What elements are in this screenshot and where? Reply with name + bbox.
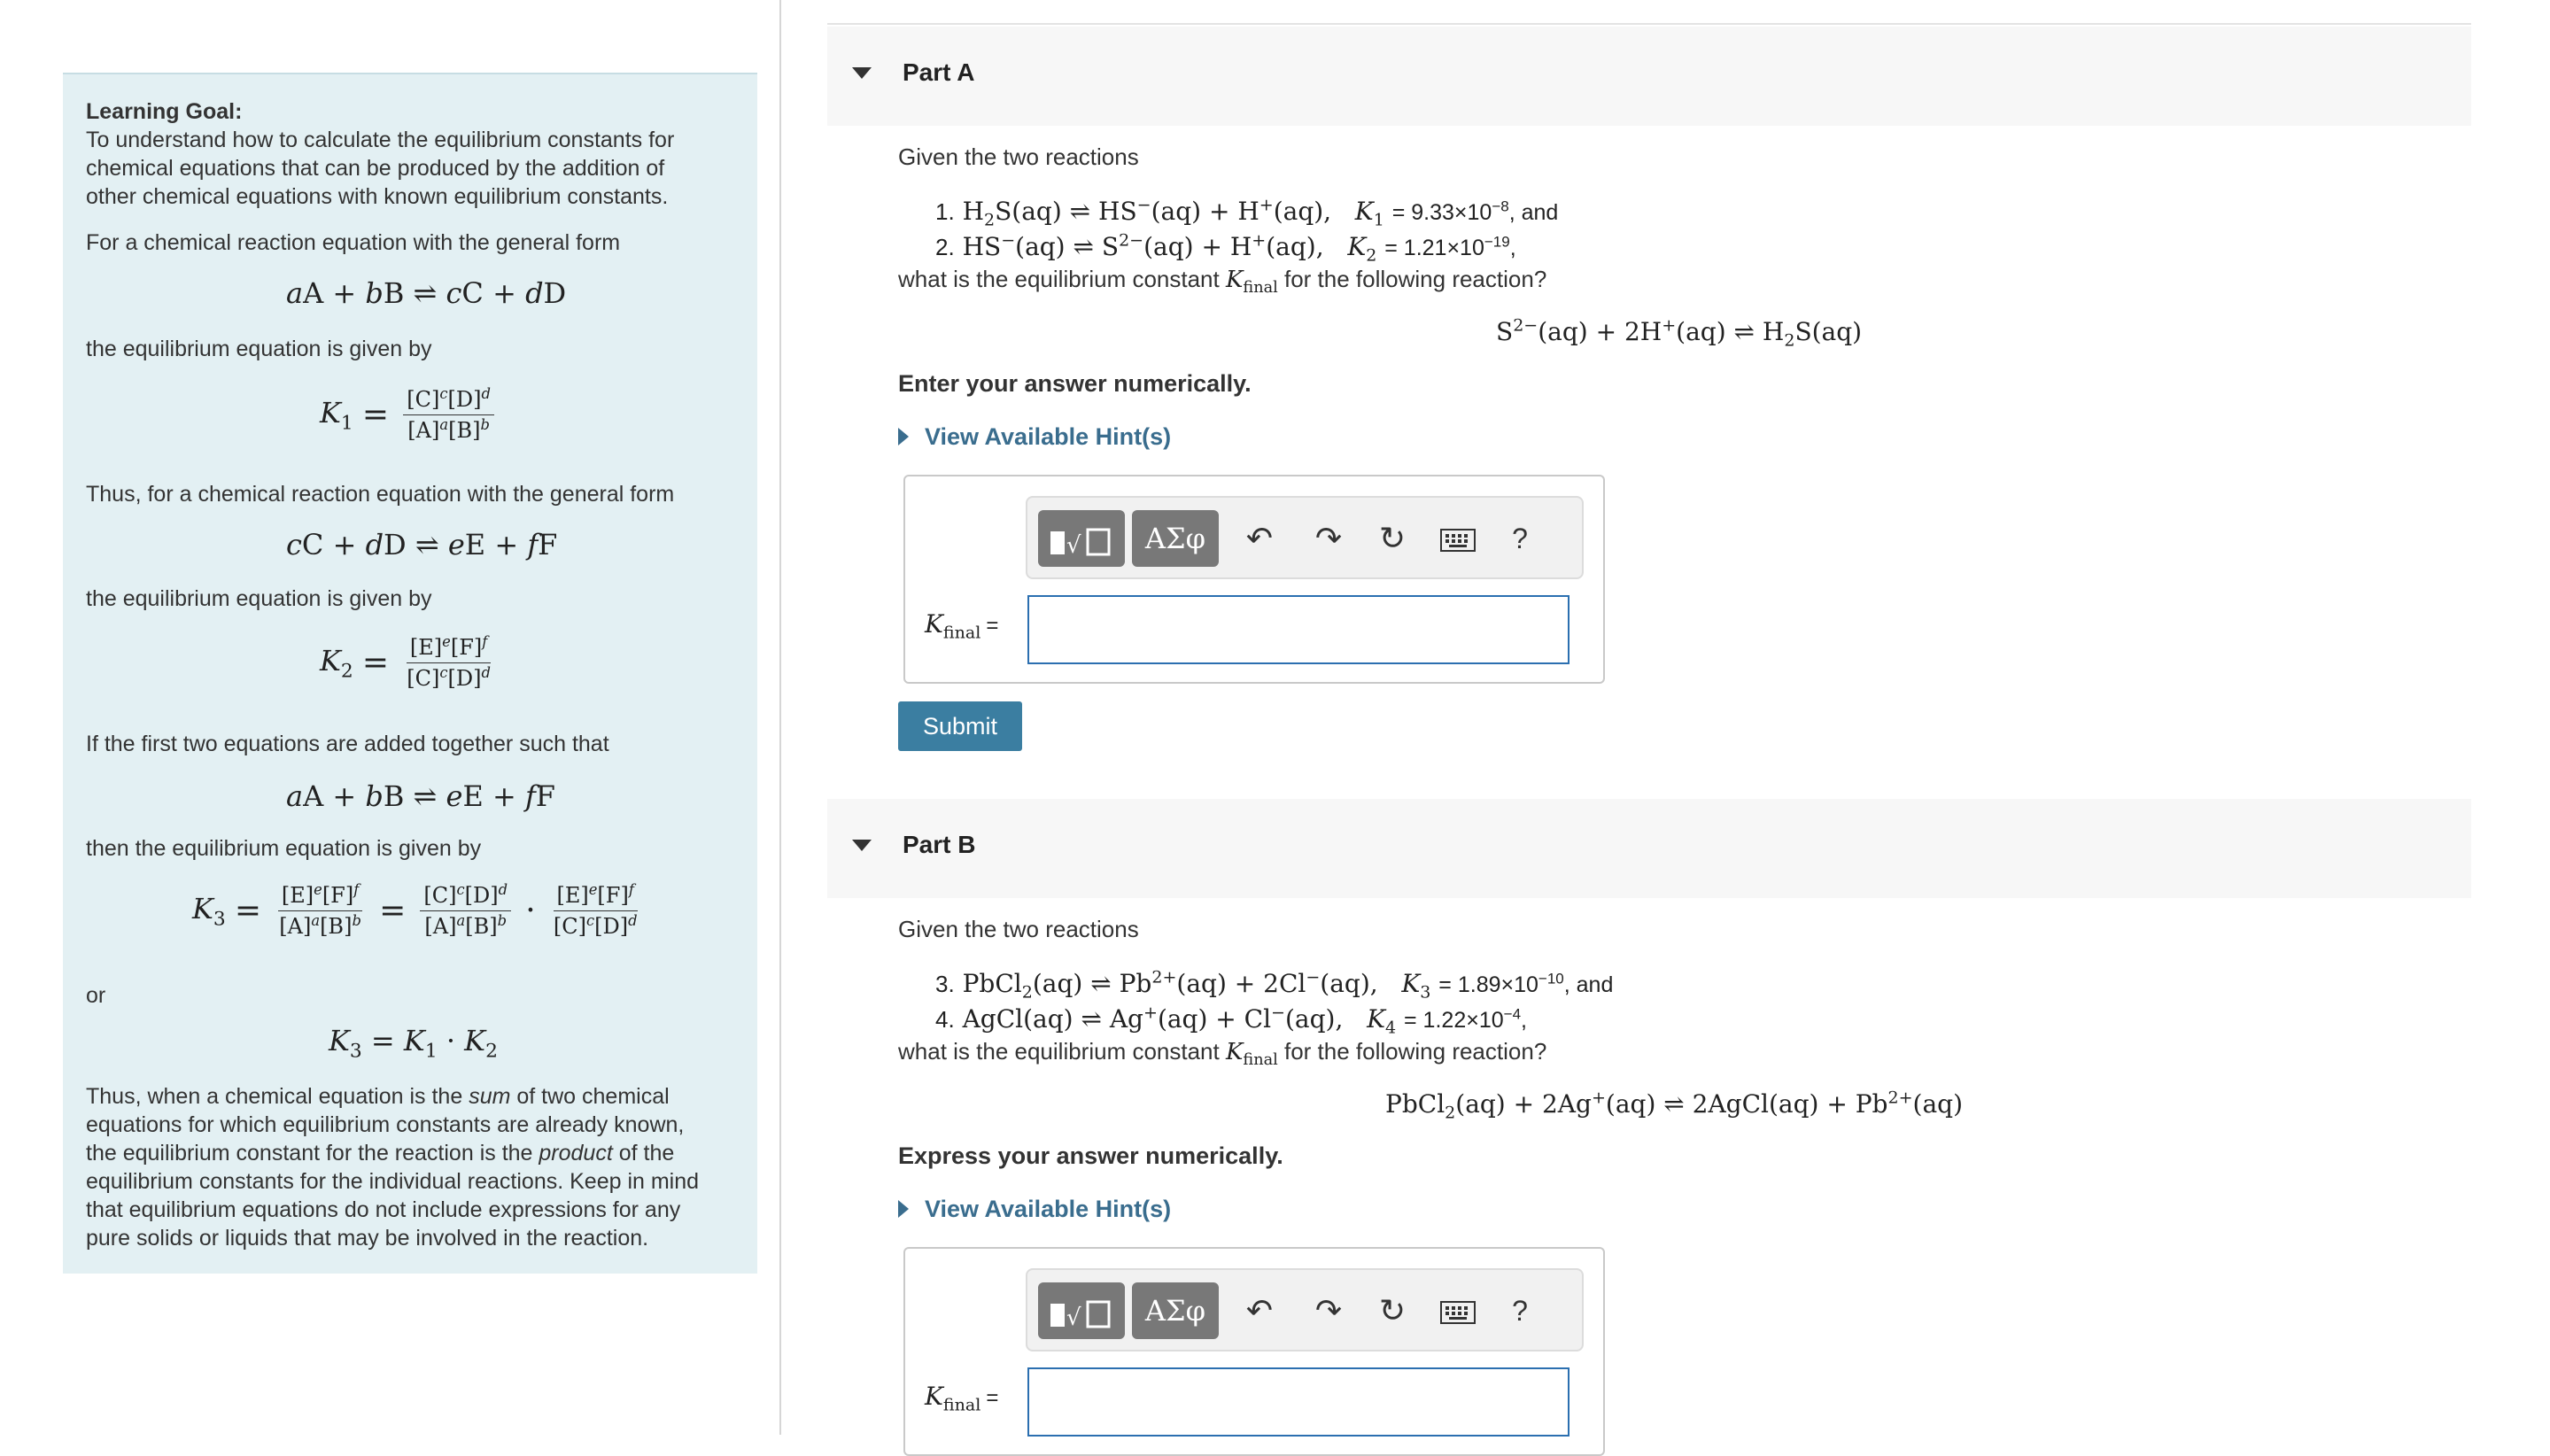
greek-letters-button[interactable] — [1132, 1282, 1219, 1339]
closing-line-4: equilibrium constants for the individual reactions. Keep in mind — [86, 1169, 700, 1194]
part-b-reaction-3: 3. PbCl$_2$(aq) ⇌ $Pb^{2+}(aq) + 2Cl^-(aq)$, $K_3 = 1.89\times 10^{-10}$, and — [935, 967, 1614, 1003]
part-b-instruction: Express your answer numerically. — [898, 1142, 1283, 1169]
greek-letters-button[interactable] — [1132, 510, 1219, 567]
caret-right-icon — [898, 428, 909, 445]
templates-button[interactable] — [1038, 1282, 1125, 1339]
general-reaction-sum: aA + bB ⇌ eE + fF — [286, 779, 555, 813]
equilibrium-equation-k3: $K_3$ = $\frac{[E]^e[F]^f}{[A]^a[B]^b}$ = $\frac{[C]^c[D]^d}{[A]^a[B]^b}$ · $\frac{[E]^e[F]^f}{[C]^c[D]^d}$ — [192, 881, 638, 939]
learning-goal-intro-1: To understand how to calculate the equilibrium constants for — [86, 128, 675, 152]
redo-icon[interactable]: ↷ — [1314, 520, 1343, 556]
reset-icon[interactable]: ↻ — [1378, 1292, 1407, 1328]
questions-column — [827, 0, 2475, 1435]
caret-down-icon[interactable] — [852, 840, 872, 851]
learning-goal-intro-3: other chemical equations with known equilibrium constants. — [86, 184, 669, 209]
part-b-given-text: Given the two reactions — [898, 916, 1139, 942]
part-a-instruction: Enter your answer numerically. — [898, 370, 1252, 397]
part-b-answer-input[interactable] — [1027, 1367, 1570, 1437]
part-a-hint-link[interactable]: View Available Hint(s) — [898, 423, 1171, 451]
closing-line-6: pure solids or liquids that may be involved in the reaction. — [86, 1226, 649, 1251]
eq2-text: the equilibrium equation is given by — [86, 586, 432, 611]
undo-icon[interactable]: ↶ — [1245, 520, 1274, 556]
part-b-hint-link[interactable]: View Available Hint(s) — [898, 1196, 1171, 1223]
learning-goal-heading: Learning Goal: — [86, 99, 243, 124]
part-b-question: what is the equilibrium constant $K_{final}$ for the following reaction? — [898, 1038, 1547, 1070]
undo-icon[interactable]: ↶ — [1245, 1292, 1274, 1328]
keyboard-icon[interactable] — [1437, 517, 1479, 560]
closing-line-3: the equilibrium constant for the reaction is the product of the — [86, 1141, 675, 1166]
part-a-given-text: Given the two reactions — [898, 143, 1139, 170]
learning-goal-panel — [63, 73, 757, 1274]
templates-icon — [1038, 510, 1125, 567]
top-divider — [827, 23, 2471, 25]
svg-text:√: √ — [1066, 1305, 1081, 1331]
eq1-text: the equilibrium equation is given by — [86, 337, 432, 361]
thus-text: Thus, for a chemical reaction equation with the general form — [86, 482, 675, 507]
closing-line-2: equations for which equilibrium constants are already known, — [86, 1112, 685, 1137]
part-a-answer-input[interactable] — [1027, 595, 1570, 664]
math-toolbar — [1026, 496, 1584, 579]
greek-letters-icon: ΑΣφ — [1144, 1294, 1206, 1328]
or-text: or — [86, 983, 106, 1008]
eq3-text: then the equilibrium equation is given by — [86, 836, 482, 861]
learning-goal-intro-2: chemical equations that can be produced by the addition of — [86, 156, 665, 181]
left-column — [0, 0, 781, 1435]
general-form-text: For a chemical reaction equation with the general form — [86, 230, 621, 255]
part-a-reaction-2: 2. HS−(aq) ⇌ $S^{2-}(aq) + H^+(aq)$, $K_2 = 1.21\times 10^{-19}$, — [935, 230, 1516, 266]
part-a-question: what is the equilibrium constant $K_{final}$ for the following reaction? — [898, 266, 1547, 298]
closing-line-1: Thus, when a chemical equation is the sum of two chemical — [86, 1084, 670, 1109]
templates-icon — [1038, 1282, 1125, 1339]
general-reaction-1: aA + bB ⇌ cC + dD — [286, 276, 567, 310]
part-a-target-reaction: $S^{2-}(aq) + 2H^+(aq)$ ⇌ $H_2S(aq)$ — [1496, 315, 1863, 351]
help-icon[interactable]: ? — [1512, 523, 1528, 554]
part-b-header[interactable] — [827, 799, 2471, 898]
added-text: If the first two equations are added together such that — [86, 732, 609, 756]
help-icon[interactable]: ? — [1512, 1295, 1528, 1327]
reset-icon[interactable]: ↻ — [1378, 520, 1407, 556]
kfinal-label: $K_{final}$ = — [925, 1382, 999, 1415]
greek-letters-icon: ΑΣφ — [1144, 522, 1206, 555]
part-a-answer-box — [903, 475, 1605, 684]
closing-line-5: that equilibrium equations do not include expressions for any — [86, 1197, 681, 1222]
part-b-answer-box — [903, 1247, 1605, 1456]
templates-button[interactable] — [1038, 510, 1125, 567]
part-a-title: Part A — [903, 58, 975, 86]
k3-product-equation: $K_3 = K_1 \cdot K_2$ — [329, 1024, 498, 1063]
equilibrium-equation-k1: $K_1$ = $\frac{[C]^c[D]^d}{[A]^a[B]^b}$ — [320, 386, 500, 444]
kfinal-label: $K_{final}$ = — [925, 609, 999, 643]
submit-button[interactable]: Submit — [898, 701, 1022, 751]
equilibrium-equation-k2: $K_2$ = $\frac{[E]^e[F]^f}{[C]^c[D]^d}$ — [320, 633, 491, 691]
general-reaction-2: cC + dD ⇌ eE + fF — [286, 528, 558, 561]
part-b-reaction-4: 4. AgCl(aq) ⇌ Ag+(aq) + Cl−(aq), $K_4 = 1.22\times 10^{-4}$, — [935, 1003, 1527, 1038]
svg-text:√: √ — [1066, 532, 1081, 559]
caret-down-icon[interactable] — [852, 67, 872, 79]
keyboard-icon[interactable] — [1437, 1289, 1479, 1332]
part-b-target-reaction: PbCl$_2$(aq) + 2Ag+(aq) ⇌ 2AgCl(aq) + $Pb^{2+}(aq)$ — [1385, 1088, 1963, 1123]
redo-icon[interactable]: ↷ — [1314, 1292, 1343, 1328]
math-toolbar — [1026, 1268, 1584, 1351]
part-b-title: Part B — [903, 831, 976, 858]
caret-right-icon — [898, 1200, 909, 1218]
part-a-header[interactable] — [827, 27, 2471, 126]
part-a-reaction-1: 1. $H_2S(aq)$ ⇌ HS−(aq) + H+(aq), $K_1 = 9.33\times 10^{-8}$, and — [935, 195, 1559, 230]
